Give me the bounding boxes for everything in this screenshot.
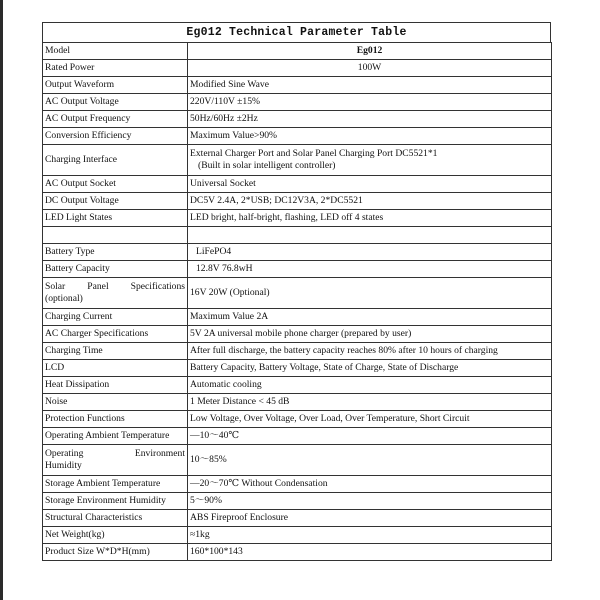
row-value: Battery Capacity, Battery Voltage, State of Charge, State of Discharge bbox=[188, 360, 552, 377]
row-label: Structural Characteristics bbox=[43, 510, 188, 527]
row-label: Charging Current bbox=[43, 309, 188, 326]
table-row bbox=[43, 145, 552, 176]
table-row bbox=[43, 210, 552, 227]
row-value-operating-humidity: 10～85% bbox=[188, 445, 552, 476]
table-row bbox=[43, 493, 552, 510]
row-label: Net Weight(kg) bbox=[43, 527, 188, 544]
row-label: DC Output Voltage bbox=[43, 193, 188, 210]
row-label: Noise bbox=[43, 394, 188, 411]
row-label: Storage Ambient Temperature bbox=[43, 476, 188, 493]
row-value: 5～90% bbox=[188, 493, 552, 510]
parameter-table bbox=[42, 42, 552, 561]
row-value: After full discharge, the battery capacity reaches 80% after 10 hours of charging bbox=[188, 343, 552, 360]
row-label: Charging Time bbox=[43, 343, 188, 360]
table-row bbox=[43, 176, 552, 193]
row-label: AC Output Frequency bbox=[43, 111, 188, 128]
row-value: Universal Socket bbox=[188, 176, 552, 193]
solar-panel-label-line1: Solar Panel Specifications bbox=[45, 281, 185, 292]
table-row bbox=[43, 428, 552, 445]
row-label: Output Waveform bbox=[43, 77, 188, 94]
spacer-cell bbox=[43, 227, 188, 244]
table-title: Eg012 Technical Parameter Table bbox=[42, 22, 551, 42]
row-label: Conversion Efficiency bbox=[43, 128, 188, 145]
table-row bbox=[43, 244, 552, 261]
row-label: Storage Environment Humidity bbox=[43, 493, 188, 510]
row-label: LED Light States bbox=[43, 210, 188, 227]
table-row bbox=[43, 94, 552, 111]
spacer-cell bbox=[188, 227, 552, 244]
row-label-solar-panel bbox=[43, 278, 188, 309]
table-row bbox=[43, 60, 552, 77]
table-row bbox=[43, 527, 552, 544]
table-spacer-row bbox=[43, 227, 552, 244]
row-label-charging-interface: Charging Interface bbox=[43, 145, 188, 176]
row-value-battery-capacity: 12.8V 76.8wH bbox=[188, 261, 552, 278]
row-value: 1 Meter Distance < 45 dB bbox=[188, 394, 552, 411]
row-value: Low Voltage, Over Voltage, Over Load, Over Temperature, Short Circuit bbox=[188, 411, 552, 428]
table-row bbox=[43, 193, 552, 210]
row-label: Heat Dissipation bbox=[43, 377, 188, 394]
row-label-battery-capacity: Battery Capacity bbox=[43, 261, 188, 278]
operating-humidity-label-line1: Operating Environment bbox=[45, 448, 185, 459]
row-value: 160*100*143 bbox=[188, 544, 552, 561]
table-row bbox=[43, 394, 552, 411]
row-value: 50Hz/60Hz ±2Hz bbox=[188, 111, 552, 128]
row-value: Automatic cooling bbox=[188, 377, 552, 394]
table-row bbox=[43, 278, 552, 309]
row-label-rated-power: Rated Power bbox=[43, 60, 188, 77]
parameter-table-page bbox=[42, 22, 551, 578]
table-row bbox=[43, 43, 552, 60]
solar-panel-label-line2: (optional) bbox=[45, 293, 83, 304]
table-row bbox=[43, 411, 552, 428]
table-row bbox=[43, 445, 552, 476]
row-label: LCD bbox=[43, 360, 188, 377]
row-value: —10～40℃ bbox=[188, 428, 552, 445]
row-value: LED bright, half-bright, flashing, LED off 4 states bbox=[188, 210, 552, 227]
row-label-model: Model bbox=[43, 43, 188, 60]
operating-humidity-label-line2: Humidity bbox=[45, 460, 82, 471]
charging-interface-line1: External Charger Port and Solar Panel Charging Port DC5521*1 bbox=[190, 148, 438, 159]
row-value: 5V 2A universal mobile phone charger (prepared by user) bbox=[188, 326, 552, 343]
row-label-operating-humidity bbox=[43, 445, 188, 476]
table-row bbox=[43, 128, 552, 145]
left-edge-bar bbox=[0, 0, 3, 600]
row-value: Maximum Value>90% bbox=[188, 128, 552, 145]
row-label-battery-type: Battery Type bbox=[43, 244, 188, 261]
row-value-model: Eg012 bbox=[188, 43, 552, 60]
table-row bbox=[43, 326, 552, 343]
charging-interface-line2: (Built in solar intelligent controller) bbox=[198, 160, 336, 171]
row-value: Modified Sine Wave bbox=[188, 77, 552, 94]
table-row bbox=[43, 476, 552, 493]
row-value-charging-interface bbox=[188, 145, 552, 176]
table-row bbox=[43, 510, 552, 527]
row-value: 220V/110V ±15% bbox=[188, 94, 552, 111]
table-row bbox=[43, 377, 552, 394]
row-label: AC Output Socket bbox=[43, 176, 188, 193]
row-value-rated-power: 100W bbox=[188, 60, 552, 77]
row-value: DC5V 2.4A, 2*USB; DC12V3A, 2*DC5521 bbox=[188, 193, 552, 210]
table-row bbox=[43, 360, 552, 377]
row-label: Operating Ambient Temperature bbox=[43, 428, 188, 445]
row-value-battery-type: LiFePO4 bbox=[188, 244, 552, 261]
row-label: AC Charger Specifications bbox=[43, 326, 188, 343]
table-row bbox=[43, 309, 552, 326]
row-value: Maximum Value 2A bbox=[188, 309, 552, 326]
row-value: —20～70℃ Without Condensation bbox=[188, 476, 552, 493]
table-row bbox=[43, 77, 552, 94]
row-label: AC Output Voltage bbox=[43, 94, 188, 111]
table-row bbox=[43, 544, 552, 561]
row-label: Protection Functions bbox=[43, 411, 188, 428]
row-value: ≈1kg bbox=[188, 527, 552, 544]
table-row bbox=[43, 111, 552, 128]
row-value: ABS Fireproof Enclosure bbox=[188, 510, 552, 527]
table-row bbox=[43, 261, 552, 278]
row-label: Product Size W*D*H(mm) bbox=[43, 544, 188, 561]
row-value-solar-panel: 16V 20W (Optional) bbox=[188, 278, 552, 309]
table-row bbox=[43, 343, 552, 360]
